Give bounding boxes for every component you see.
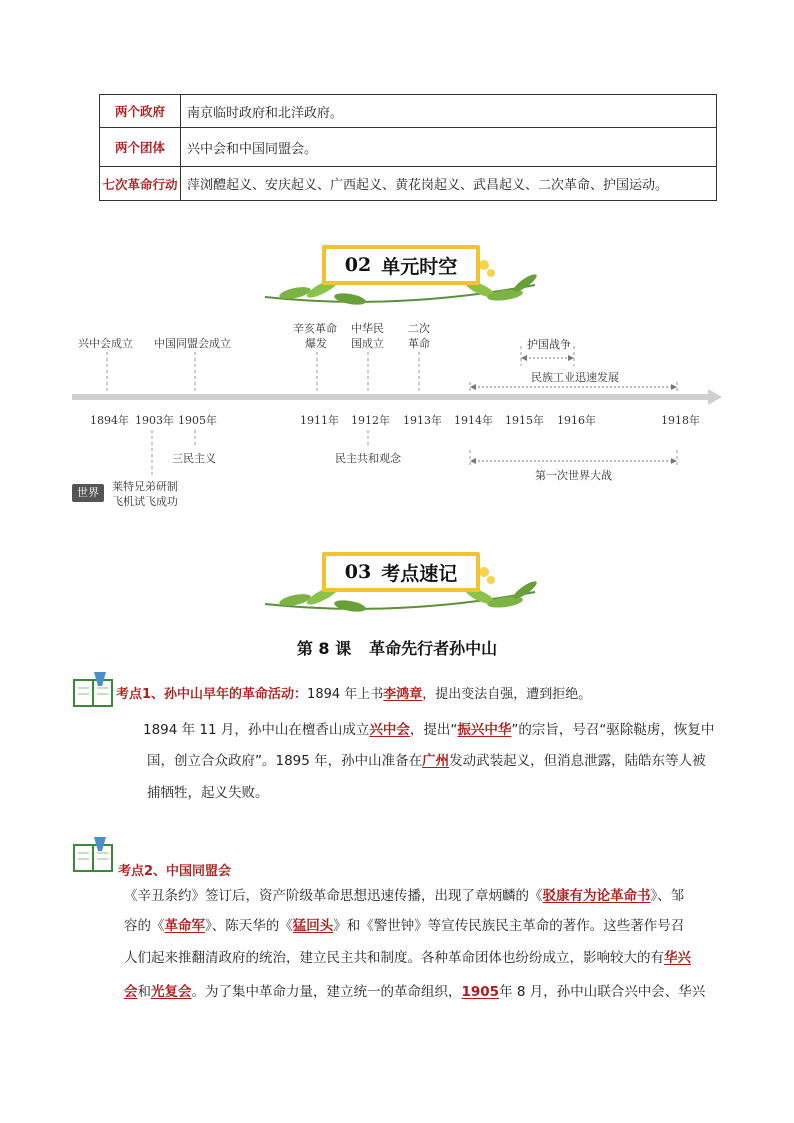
text-span: 发动武装起义，但消息泄露，陆皓东等人被: [449, 753, 706, 769]
year-label: 1918年: [661, 414, 700, 427]
text-span: 容的《: [124, 918, 165, 934]
world-badge: 世界: [72, 484, 104, 502]
row-label: 两个政府: [100, 95, 181, 128]
table-row: [100, 95, 717, 128]
section-number: 02: [344, 254, 372, 276]
point2-line: [124, 884, 684, 904]
answer-blank: 光复会: [151, 984, 192, 1000]
answer-blank: 驳康有为论革命书: [542, 888, 651, 904]
section-number: 03: [344, 561, 372, 583]
point1-line: 捕牺牲，起义失败。: [147, 785, 269, 801]
text-span: 1894 年上书: [307, 687, 384, 702]
summary-table: [99, 94, 717, 201]
event-wright-line1: 莱特兄弟研制: [112, 480, 178, 493]
row-content: 兴中会和中国同盟会。: [181, 128, 717, 167]
row-label: 两个团体: [100, 128, 181, 167]
event-second-rev-line2: 革命: [408, 337, 430, 350]
year-label: 1903年: [135, 414, 174, 427]
event-wright-line2: 飞机试飞成功: [112, 495, 178, 508]
answer-blank: 1905: [461, 984, 500, 1000]
text-span: 》和《警世钟》等宣传民族民主革命的著作。这些著作号召: [333, 918, 685, 934]
year-label: 1894年: [90, 414, 129, 427]
row-content: 萍浏醴起义、安庆起义、广西起义、黄花岗起义、武昌起义、二次革命、护国运动。: [181, 167, 717, 201]
open-book-pencil-icon: [72, 670, 116, 710]
year-label: 1915年: [505, 414, 544, 427]
event-xingzhonghui: 兴中会成立: [78, 337, 133, 350]
open-book-pencil-icon: [72, 835, 116, 875]
text-span: 和: [137, 984, 151, 1000]
section-banner-03: [255, 552, 545, 622]
text-span: 年 8 月，孙中山联合兴中会、华兴: [499, 984, 706, 1000]
year-label: 1913年: [403, 414, 442, 427]
lesson-title: [0, 636, 794, 659]
answer-blank: 李鸿章: [383, 687, 423, 702]
event-roc-line1: 中华民: [351, 322, 384, 335]
lesson-number: 第 8 课: [296, 639, 352, 658]
point1-line: [147, 749, 706, 769]
row-label: 七次革命行动: [100, 167, 181, 201]
event-xinhai-line2: 爆发: [305, 337, 327, 350]
banner-box: [322, 552, 480, 592]
point1-heading: [116, 683, 591, 702]
answer-blank: 会: [124, 984, 138, 1000]
year-label: 1911年: [300, 414, 339, 427]
text-span: ”的宗旨，号召“驱除鞑虏，恢复中: [511, 722, 715, 738]
concept-republic: 民主共和观念: [335, 452, 401, 465]
lesson-name: 革命先行者孙中山: [369, 639, 498, 658]
text-span: 国，创立合众政府”。1895 年，孙中山准备在: [147, 753, 423, 769]
point2-label: 考点2、中国同盟会: [118, 864, 232, 879]
event-xinhai-line1: 辛亥革命: [293, 322, 337, 335]
point1-line: [143, 718, 714, 738]
answer-blank: 革命军: [164, 918, 205, 934]
year-label: 1912年: [351, 414, 390, 427]
year-label: 1916年: [557, 414, 596, 427]
section-title: 考点速记: [381, 562, 458, 585]
point2-line: [124, 914, 684, 934]
event-ww1: 第一次世界大战: [535, 469, 612, 482]
text-span: 》、邹: [650, 888, 685, 904]
answer-blank: 振兴中华: [457, 722, 512, 738]
banner-box: [322, 245, 480, 285]
text-span: 人们起来推翻清政府的统治，建立民主共和制度。各种革命团体也纷纷成立，影响较大的有: [124, 950, 664, 966]
answer-blank: 华兴: [664, 950, 691, 966]
event-tongmenghui: 中国同盟会成立: [154, 337, 231, 350]
year-label: 1905年: [178, 414, 217, 427]
table-row: [100, 167, 717, 201]
text-span: ，提出变法自强，遭到拒绝。: [422, 687, 592, 702]
event-industry: 民族工业迅速发展: [531, 371, 619, 384]
text-span: 1894 年 11 月，孙中山在檀香山成立: [143, 722, 370, 738]
table-row: [100, 128, 717, 167]
text-span: 《辛丑条约》签订后，资产阶级革命思想迅速传播，出现了章炳麟的《: [124, 888, 543, 904]
event-roc-line2: 国成立: [351, 337, 384, 350]
point2-line: [124, 946, 691, 966]
answer-blank: 猛回头: [292, 918, 334, 934]
point2-heading: [118, 860, 231, 879]
text-span: 。为了集中革命力量，建立统一的革命组织，: [191, 984, 462, 1000]
section-title: 单元时空: [381, 255, 458, 278]
point2-line: [124, 980, 705, 1000]
answer-blank: 兴中会: [369, 722, 410, 738]
point1-label: 考点1、孙中山早年的革命活动：: [116, 687, 308, 702]
answer-blank: 广州: [422, 753, 450, 769]
year-label: 1914年: [454, 414, 493, 427]
timeline-axis: [0, 300, 794, 500]
concept-sanmin: 三民主义: [172, 452, 216, 465]
text-span: 》、陈天华的《: [205, 918, 293, 934]
event-huguo: 护国战争: [527, 338, 571, 351]
text-span: ，提出“: [409, 722, 458, 738]
row-content: 南京临时政府和北洋政府。: [181, 95, 717, 128]
event-second-rev-line1: 二次: [408, 322, 430, 335]
